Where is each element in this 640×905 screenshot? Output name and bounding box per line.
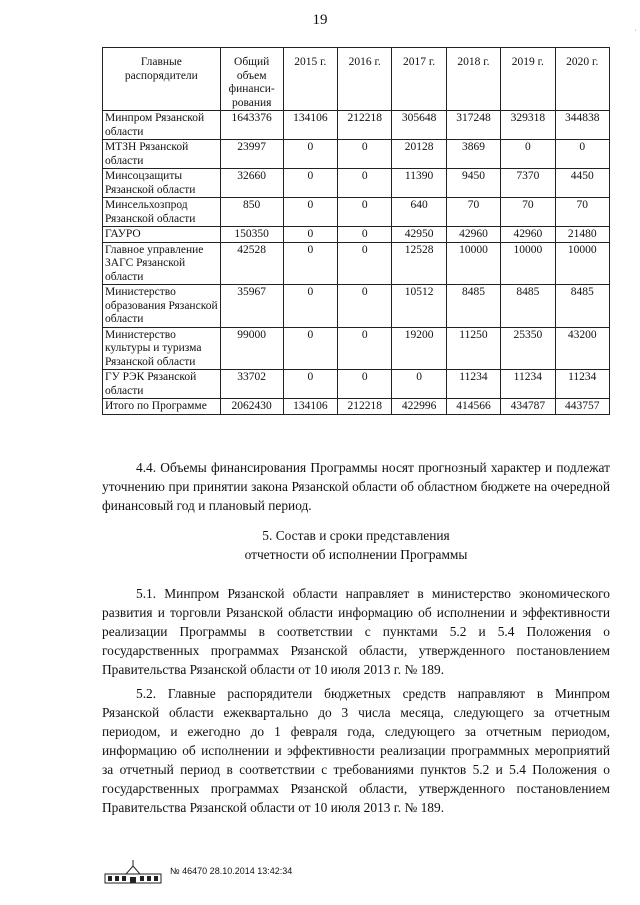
row-amount-cell: 4450: [555, 169, 609, 198]
row-amount-cell: 212218: [338, 111, 392, 140]
row-amount-cell: 33702: [220, 370, 283, 399]
row-amount-cell: 212218: [338, 399, 392, 415]
page-number: 19: [312, 12, 328, 28]
registration-stamp: [104, 858, 292, 884]
row-distributor-name: Министерство культуры и туризма Рязанской области: [103, 327, 221, 370]
row-amount-cell: 99000: [220, 327, 283, 370]
paragraph-4-4: 4.4. Объемы финансирования Программы носят прогнозный характер и подлежат уточнению при принятии закона Рязанской области об областном бюджете на очередной финансовый год и плановый период.: [102, 460, 610, 513]
table-row: [103, 285, 610, 328]
row-amount-cell: 850: [220, 198, 283, 227]
row-amount-cell: 3869: [446, 140, 500, 169]
row-amount-cell: 1643376: [220, 111, 283, 140]
table-row: [103, 242, 610, 285]
row-amount-cell: 305648: [392, 111, 446, 140]
row-amount-cell: 0: [283, 198, 337, 227]
row-distributor-name: ГУ РЭК Рязанской области: [103, 370, 221, 399]
row-amount-cell: 0: [283, 242, 337, 285]
table-row: [103, 111, 610, 140]
row-amount-cell: 23997: [220, 140, 283, 169]
row-amount-cell: 32660: [220, 169, 283, 198]
header-cell: 2019 г.: [501, 48, 555, 111]
row-amount-cell: 0: [283, 140, 337, 169]
row-amount-cell: 8485: [446, 285, 500, 328]
row-amount-cell: 434787: [501, 399, 555, 415]
row-amount-cell: 25350: [501, 327, 555, 370]
stamp-text: № 46470 28.10.2014 13:42:34: [170, 866, 293, 876]
row-amount-cell: 11234: [555, 370, 609, 399]
building-logo-icon: [104, 858, 162, 884]
section-5-title-line2: отчетности об исполнении Программы: [244, 547, 468, 562]
header-cell: Главные распорядители: [103, 48, 221, 111]
table-row: [103, 370, 610, 399]
row-amount-cell: 42528: [220, 242, 283, 285]
row-amount-cell: 21480: [555, 227, 609, 243]
row-amount-cell: 0: [392, 370, 446, 399]
row-amount-cell: 0: [338, 370, 392, 399]
row-amount-cell: 10000: [446, 242, 500, 285]
row-amount-cell: 150350: [220, 227, 283, 243]
header-cell: 2020 г.: [555, 48, 609, 111]
row-amount-cell: 0: [338, 242, 392, 285]
row-amount-cell: 42950: [392, 227, 446, 243]
row-amount-cell: 0: [338, 198, 392, 227]
row-amount-cell: 70: [446, 198, 500, 227]
row-distributor-name: Минпром Рязанской области: [103, 111, 221, 140]
row-amount-cell: 10000: [501, 242, 555, 285]
row-amount-cell: 7370: [501, 169, 555, 198]
table-row: [103, 399, 610, 415]
row-amount-cell: 19200: [392, 327, 446, 370]
row-amount-cell: 42960: [501, 227, 555, 243]
table-row: [103, 140, 610, 169]
header-cell: 2018 г.: [446, 48, 500, 111]
row-amount-cell: 43200: [555, 327, 609, 370]
row-amount-cell: 0: [338, 169, 392, 198]
row-distributor-name: МТЗН Рязанской области: [103, 140, 221, 169]
table-row: [103, 169, 610, 198]
table-header-row: [103, 48, 610, 111]
row-amount-cell: 414566: [446, 399, 500, 415]
row-amount-cell: 8485: [555, 285, 609, 328]
header-cell: 2015 г.: [283, 48, 337, 111]
row-amount-cell: 11250: [446, 327, 500, 370]
header-cell: Общий объем финанси-рования: [220, 48, 283, 111]
row-amount-cell: 134106: [283, 111, 337, 140]
row-distributor-name: Минсоцзащиты Рязанской области: [103, 169, 221, 198]
row-amount-cell: 422996: [392, 399, 446, 415]
row-amount-cell: 12528: [392, 242, 446, 285]
row-amount-cell: 70: [501, 198, 555, 227]
row-amount-cell: 0: [555, 140, 609, 169]
section-5-title-line1: 5. Состав и сроки представления: [262, 528, 450, 543]
row-amount-cell: 0: [501, 140, 555, 169]
row-distributor-name: ГАУРО: [103, 227, 221, 243]
table-row: [103, 327, 610, 370]
table-row: [103, 227, 610, 243]
row-amount-cell: 0: [283, 169, 337, 198]
row-amount-cell: 70: [555, 198, 609, 227]
row-amount-cell: 640: [392, 198, 446, 227]
table-row: [103, 198, 610, 227]
row-amount-cell: 11234: [446, 370, 500, 399]
row-amount-cell: 42960: [446, 227, 500, 243]
paragraph-5-1: 5.1. Минпром Рязанской области направляет в министерство экономического развития и торговли Рязанской области информацию об исполнении и эффективности реализации Программы в соответствии с пунктами 5.2 и 5.4 Положения о государственных программах Рязанской области, утвержденного постановлением Правительства Рязанской области от 10 июля 2013 г. № 189.: [102, 586, 610, 677]
row-amount-cell: 2062430: [220, 399, 283, 415]
row-amount-cell: 317248: [446, 111, 500, 140]
row-amount-cell: 134106: [283, 399, 337, 415]
row-amount-cell: 11234: [501, 370, 555, 399]
row-amount-cell: 8485: [501, 285, 555, 328]
header-cell: 2017 г.: [392, 48, 446, 111]
row-amount-cell: 20128: [392, 140, 446, 169]
row-amount-cell: 0: [338, 140, 392, 169]
row-distributor-name: Главное управление ЗАГС Рязанской области: [103, 242, 221, 285]
margin-mark: ·: [630, 28, 639, 32]
header-cell: 2016 г.: [338, 48, 392, 111]
row-amount-cell: 0: [338, 227, 392, 243]
row-amount-cell: 11390: [392, 169, 446, 198]
financing-table: [102, 47, 610, 415]
row-amount-cell: 9450: [446, 169, 500, 198]
row-amount-cell: 0: [283, 285, 337, 328]
row-distributor-name: Министерство образования Рязанской области: [103, 285, 221, 328]
row-amount-cell: 443757: [555, 399, 609, 415]
row-amount-cell: 329318: [501, 111, 555, 140]
row-distributor-name: Минсельхозпрод Рязанской области: [103, 198, 221, 227]
row-amount-cell: 35967: [220, 285, 283, 328]
row-amount-cell: 344838: [555, 111, 609, 140]
row-distributor-name: Итого по Программе: [103, 399, 221, 415]
row-amount-cell: 0: [283, 370, 337, 399]
row-amount-cell: 0: [338, 285, 392, 328]
row-amount-cell: 10000: [555, 242, 609, 285]
row-amount-cell: 0: [283, 227, 337, 243]
row-amount-cell: 0: [283, 327, 337, 370]
paragraph-5-2: 5.2. Главные распорядители бюджетных средств направляют в Минпром Рязанской области ежеквартально до 3 числа месяца, следующего за отчетным периодом, и ежегодно до 1 февраля года, следующего за отчетным периодом, информацию об исполнении и эффективности реализации программных мероприятий за отчетный период в соответствии с требованиями пунктов 5.2 и 5.4 Положения о государственных программах Рязанской области, утвержденного постановлением Правительства Рязанской области от 10 июля 2013 г. № 189.: [102, 686, 610, 815]
row-amount-cell: 10512: [392, 285, 446, 328]
row-amount-cell: 0: [338, 327, 392, 370]
